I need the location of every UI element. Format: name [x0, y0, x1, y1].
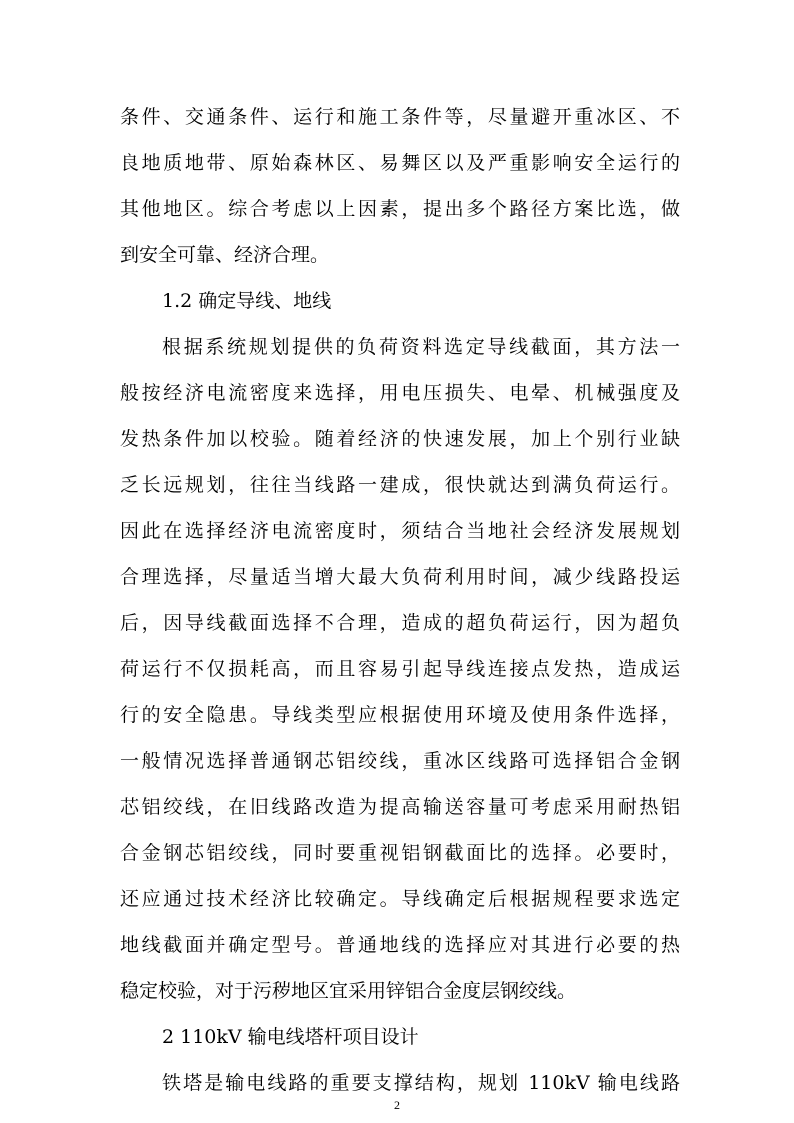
- paragraph-line: 良地质地带、原始森林区、易舞区以及严重影响安全运行的: [120, 152, 680, 174]
- paragraph-line: 后，因导线截面选择不合理，造成的超负荷运行，因为超负: [120, 612, 680, 634]
- paragraph-line: 行的安全隐患。导线类型应根据使用环境及使用条件选择，: [120, 704, 680, 726]
- section-heading: 1.2 确定导线、地线: [162, 290, 332, 312]
- paragraph-line: 稳定校验，对于污秽地区宜采用锌铝合金度层钢绞线。: [120, 980, 577, 1002]
- paragraph-line: 合理选择，尽量适当增大最大负荷利用时间，减少线路投运: [120, 566, 680, 588]
- page-number: 2: [394, 1098, 400, 1112]
- paragraph-line: 条件、交通条件、运行和施工条件等，尽量避开重冰区、不: [120, 106, 680, 128]
- paragraph-line: 因此在选择经济电流密度时，须结合当地社会经济发展规划: [120, 520, 680, 542]
- paragraph-line: 发热条件加以校验。随着经济的快速发展，加上个别行业缺: [120, 428, 680, 450]
- paragraph-line: 荷运行不仅损耗高，而且容易引起导线连接点发热，造成运: [120, 658, 680, 680]
- paragraph-line: 一般情况选择普通钢芯铝绞线，重冰区线路可选择铝合金钢: [120, 750, 680, 772]
- paragraph-line: 乏长远规划，往往当线路一建成，很快就达到满负荷运行。: [120, 474, 680, 496]
- paragraph-line: 根据系统规划提供的负荷资料选定导线截面，其方法一: [162, 336, 680, 358]
- paragraph-line: 其他地区。综合考虑以上因素，提出多个路径方案比选，做: [120, 198, 680, 220]
- paragraph-line: 还应通过技术经济比较确定。导线确定后根据规程要求选定: [120, 888, 680, 910]
- paragraph-line: 铁塔是输电线路的重要支撑结构，规划 110kV 输电线路: [162, 1072, 680, 1094]
- paragraph-line: 芯铝绞线，在旧线路改造为提高输送容量可考虑采用耐热铝: [120, 796, 680, 818]
- paragraph-line: 合金钢芯铝绞线，同时要重视铝钢截面比的选择。必要时，: [120, 842, 680, 864]
- paragraph-line: 般按经济电流密度来选择，用电压损失、电晕、机械强度及: [120, 382, 680, 404]
- section-heading: 2 110kV 输电线塔杆项目设计: [162, 1026, 419, 1048]
- paragraph-line: 地线截面并确定型号。普通地线的选择应对其进行必要的热: [120, 934, 680, 956]
- paragraph-line: 到安全可靠、经济合理。: [120, 244, 330, 266]
